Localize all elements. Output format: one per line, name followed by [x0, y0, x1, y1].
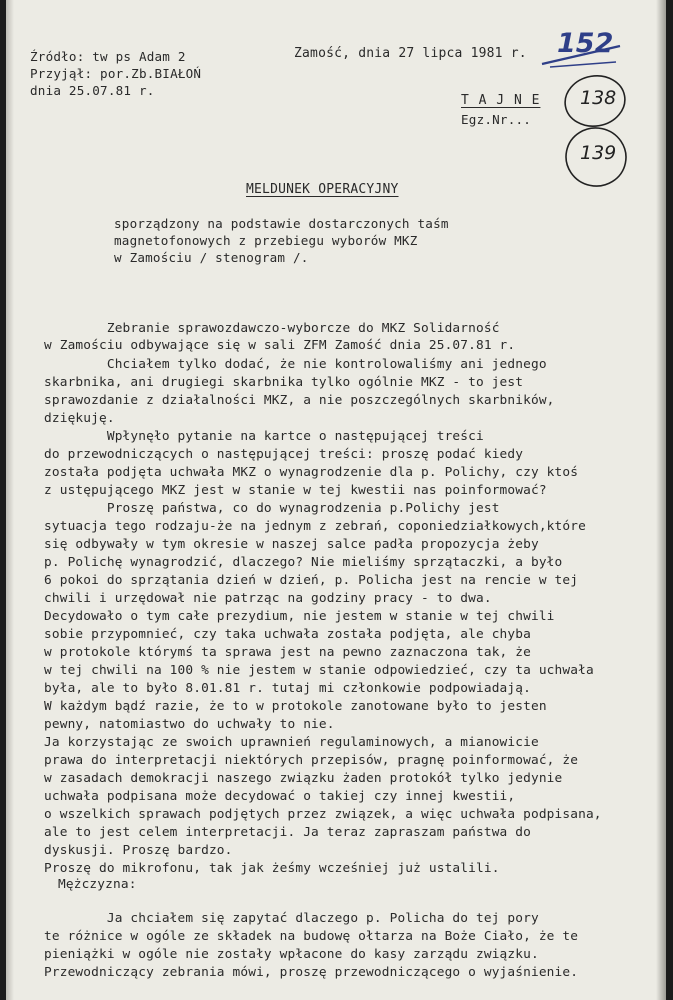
body-line: 6 pokoi do sprzątania dzień w dzień, p. Policha jest na rencie w tej [44, 573, 579, 588]
speaker-line: Ja chciałem się zapytać dlaczego p. Policha do tej pory [44, 911, 539, 926]
body-line: Wpłynęło pytanie na kartce o następującej treści [44, 429, 484, 444]
body-line: Proszę państwa, co do wynagrodzenia p.Polichy jest [44, 501, 500, 516]
body-line: Proszę do mikrofonu, tak jak żeśmy wcześniej już ustalili. [44, 861, 500, 876]
body-line: sobie przypomnieć, czy taka uchwała została podjęta, ale chyba [44, 627, 531, 642]
page-number-handwritten: 152 [557, 28, 614, 59]
speaker-label: Mężczyzna: [58, 877, 137, 892]
body-line: z ustępującego MKZ jest w stanie w tej kwestii nas poinformować? [44, 483, 547, 498]
subtitle-line-2: magnetofonowych z przebiegu wyborów MKZ [114, 233, 418, 248]
body-line: w protokole którymś ta sprawa jest na pewno zaznaczona tak, że [44, 645, 531, 660]
subtitle-line-3: w Zamościu / stenogram /. [114, 250, 309, 265]
speaker-line: pieniążki w ogóle nie zostały wpłacone do kasy zarządu związku. [44, 947, 539, 962]
speaker-line: Przewodniczący zebrania mówi, proszę przewodniczącego o wyjaśnienie. [44, 965, 579, 980]
body-line: sprawozdanie z działalności MKZ, a nie poszczególnych skarbników, [44, 393, 555, 408]
circled-number-bottom: 139 [580, 142, 617, 164]
body-line: dyskusji. Proszę bardzo. [44, 843, 233, 858]
document-title: MELDUNEK OPERACYJNY [246, 182, 399, 197]
document-page [6, 0, 666, 1000]
body-line: była, ale to było 8.01.81 r. tutaj mi członkowie podpowiadają. [44, 681, 531, 696]
copy-number: Egz.Nr... [461, 112, 532, 127]
body-line: chwili i urzędował nie patrząc na godziny pracy - to dwa. [44, 591, 492, 606]
circled-number-top: 138 [580, 87, 617, 109]
body-line: Decydowało o tym całe prezydium, nie jestem w stanie w tej chwili [44, 609, 555, 624]
received-line: Przyjął: por.Zb.BIAŁOŃ [30, 66, 202, 81]
date-line: dnia 25.07.81 r. [30, 83, 155, 98]
body-line: w Zamościu odbywające się w sali ZFM Zamość dnia 25.07.81 r. [44, 338, 516, 353]
body-line: ale to jest celem interpretacji. Ja teraz zapraszam państwa do [44, 825, 531, 840]
body-line: p. Polichę wynagrodzić, dlaczego? Nie mieliśmy sprzątaczki, a było [44, 555, 563, 570]
body-line: została podjęta uchwała MKZ o wynagrodzenie dla p. Polichy, czy ktoś [44, 465, 579, 480]
classification-stamp: T A J N E [461, 93, 541, 108]
subtitle-line-1: sporządzony na podstawie dostarczonych taśm [114, 216, 449, 231]
body-line: W każdym bądź razie, że to w protokole zanotowane było to jesten [44, 699, 547, 714]
paper-shadow-right [656, 0, 666, 1000]
body-line: w tej chwili na 100 % nie jestem w stanie odpowiedzieć, czy ta uchwała [44, 663, 594, 678]
body-line: sytuacja tego rodzaju-że na jednym z zebrań, coponiedziałkowych,które [44, 519, 586, 534]
page-number-strike [536, 40, 626, 70]
body-line: Zebranie sprawozdawczo-wyborcze do MKZ Solidarność [44, 321, 500, 336]
source-line: Źródło: tw ps Adam 2 [30, 49, 186, 64]
body-line: się odbywały w tym okresie w naszej salce padła propozycja żeby [44, 537, 539, 552]
paper-shadow-left [6, 0, 14, 1000]
body-line: pewny, natomiastwo do uchwały to nie. [44, 717, 335, 732]
body-line: dziękuję. [44, 411, 115, 426]
body-line: Chciałem tylko dodać, że nie kontrolowaliśmy ani jednego [44, 357, 547, 372]
body-line: do przewodniczących o następującej treści: proszę podać kiedy [44, 447, 524, 462]
body-line: w zasadach demokracji naszego związku żaden protokół tylko jedynie [44, 771, 563, 786]
body-line: Ja korzystając ze swoich uprawnień regulaminowych, a mianowicie [44, 735, 539, 750]
body-line: o wszelkich sprawach podjętych przez związek, a więc uchwała podpisana, [44, 807, 602, 822]
place-date: Zamość, dnia 27 lipca 1981 r. [294, 46, 527, 61]
body-line: prawa do interpretacji niektórych przepisów, pragnę poinformować, że [44, 753, 579, 768]
body-line: uchwała podpisana może decydować o takiej czy innej kwestii, [44, 789, 516, 804]
speaker-line: te różnice w ogóle ze składek na budowę ołtarza na Boże Ciało, że te [44, 929, 579, 944]
body-line: skarbnika, ani drugiegi skarbnika tylko ogólnie MKZ - to jest [44, 375, 524, 390]
